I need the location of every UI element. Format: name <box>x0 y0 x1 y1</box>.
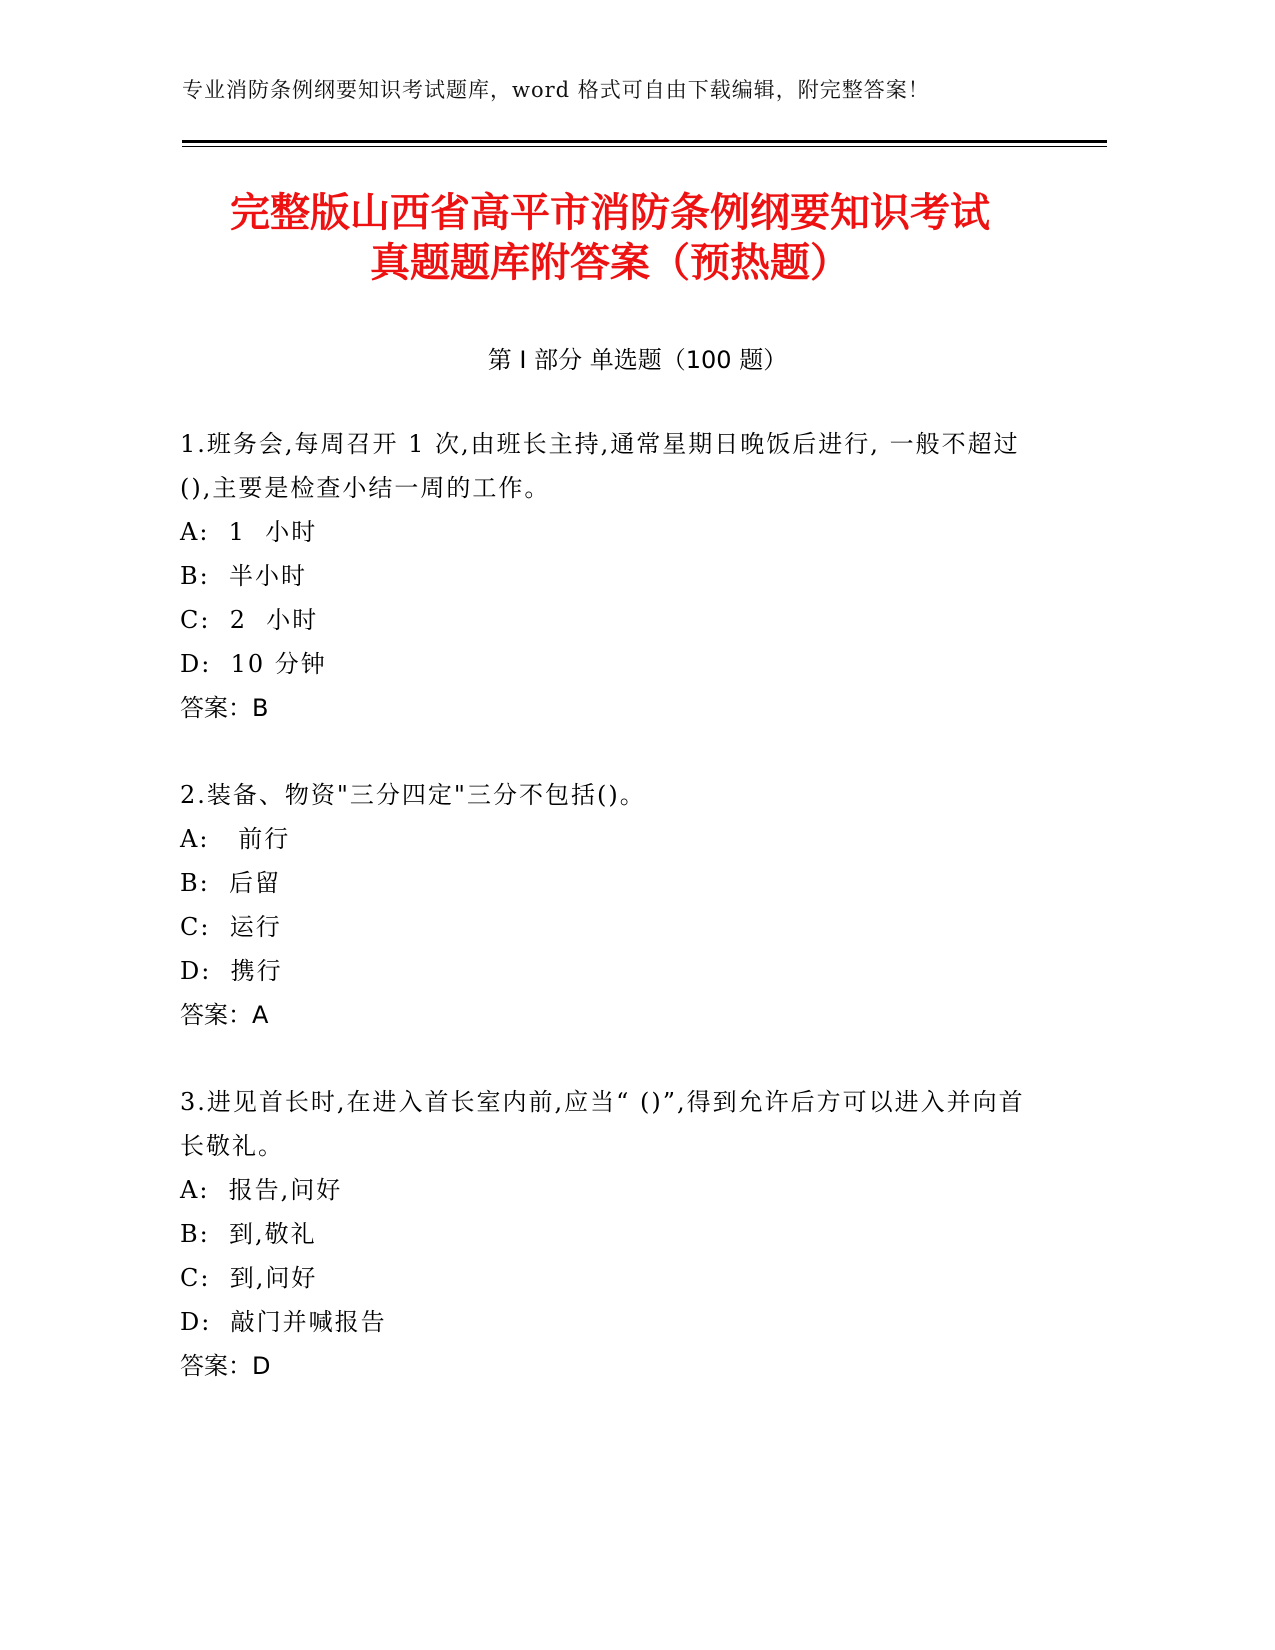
question-2 <box>180 773 1040 1037</box>
section-title: 第 I 部分 单选题（100 题） <box>487 346 788 374</box>
answer: 答案：B <box>180 694 269 722</box>
option-c: C: 2 小时 <box>180 606 319 634</box>
document-title <box>140 188 1080 288</box>
option-a: A: 前行 <box>180 825 291 853</box>
option-b: B: 到,敬礼 <box>180 1220 317 1248</box>
answer: 答案：A <box>180 1001 269 1029</box>
option-d: D: 携行 <box>180 957 283 985</box>
question-stem: 3.进见首长时,在进入首长室内前,应当“ ()”,得到允许后方可以进入并向首长敬礼。 <box>180 1088 1025 1160</box>
question-3 <box>180 1080 1040 1388</box>
option-c: C: 运行 <box>180 913 282 941</box>
question-stem: 1.班务会,每周召开 1 次,由班长主持,通常星期日晚饭后进行, 一般不超过(),主要是检查小结一周的工作。 <box>180 430 1020 502</box>
document-title-line-1: 完整版山西省高平市消防条例纲要知识考试 <box>230 190 990 236</box>
option-d: D: 10 分钟 <box>180 650 327 678</box>
header-note: 专业消防条例纲要知识考试题库，word 格式可自由下载编辑，附完整答案！ <box>182 78 930 102</box>
document-title-line-2: 真题题库附答案（预热题） <box>370 240 850 286</box>
option-a: A: 1 小时 <box>180 518 318 546</box>
option-b: B: 半小时 <box>180 562 307 590</box>
header-divider <box>182 140 1107 143</box>
question-list <box>180 422 1040 1431</box>
option-c: C: 到,问好 <box>180 1264 318 1292</box>
option-a: A: 报告,问好 <box>180 1176 343 1204</box>
option-d: D: 敲门并喊报告 <box>180 1308 387 1336</box>
option-b: B: 后留 <box>180 869 281 897</box>
header-divider-thin <box>182 146 1107 147</box>
question-stem: 2.装备、物资"三分四定"三分不包括()。 <box>180 781 646 809</box>
answer: 答案：D <box>180 1352 271 1380</box>
question-1 <box>180 422 1040 730</box>
